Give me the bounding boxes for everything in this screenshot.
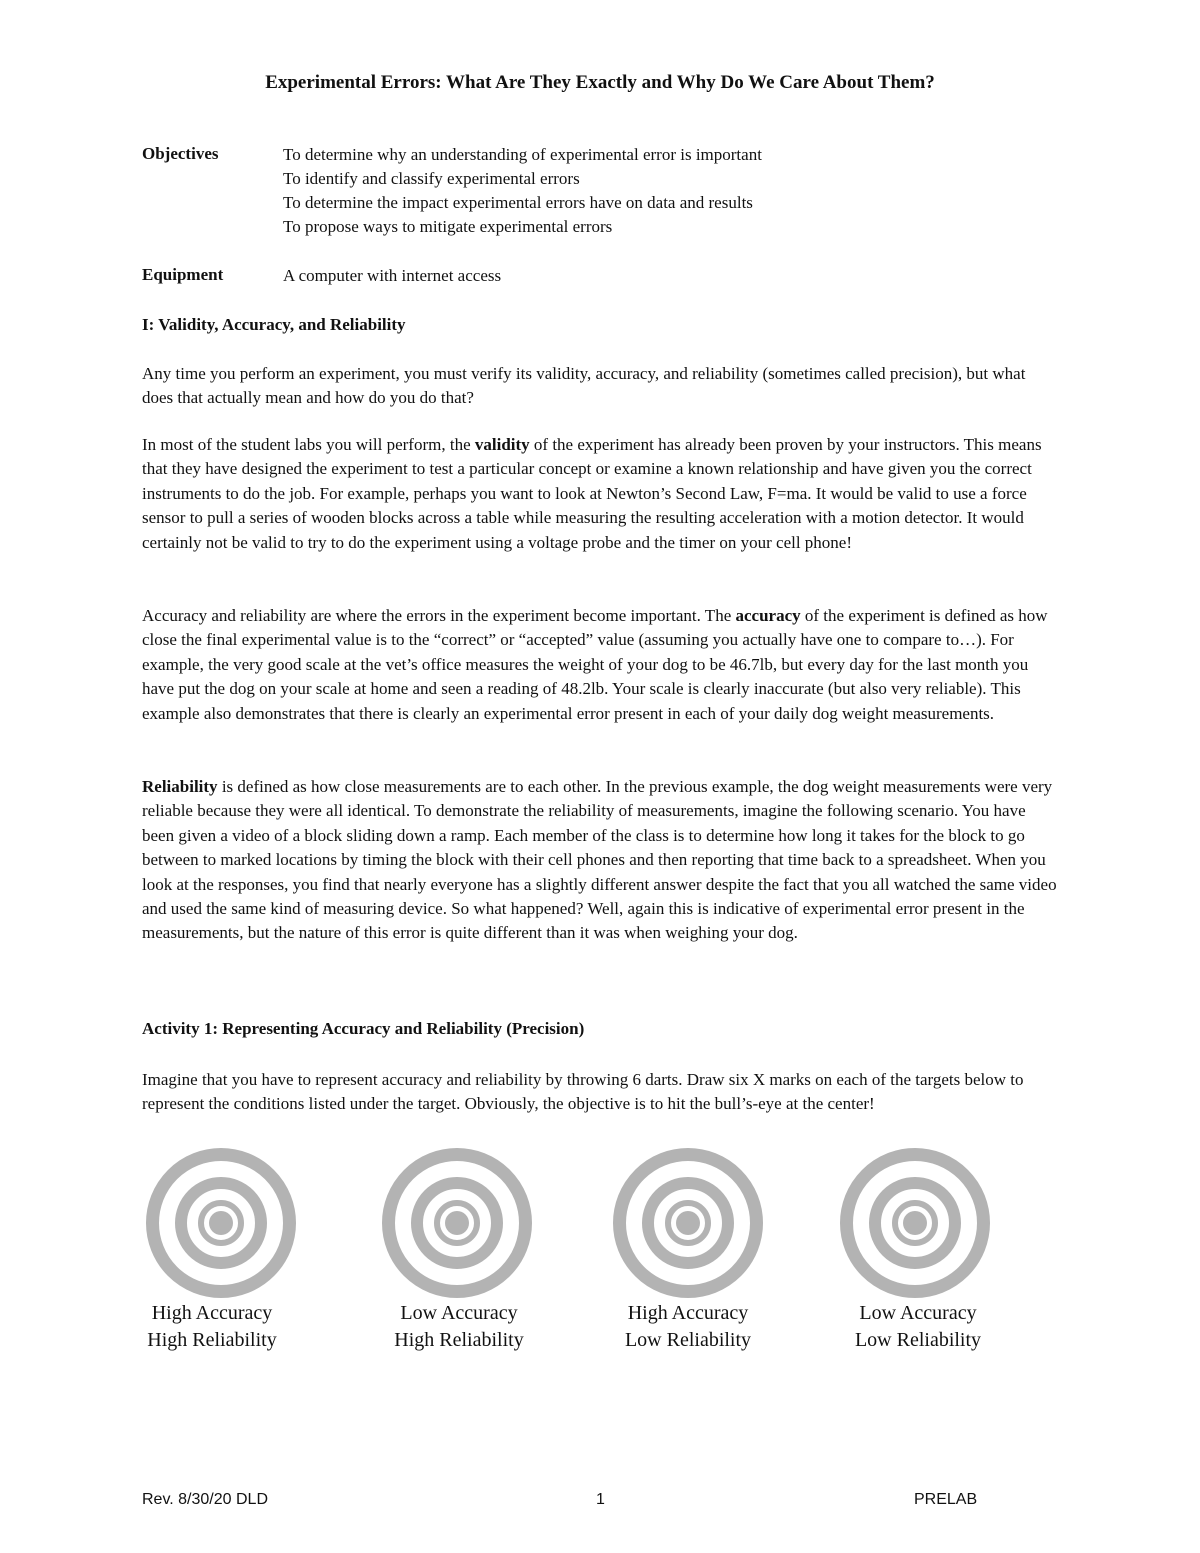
paragraph-text: of the experiment is defined as how close the final experimental value is to the “correct” or “accepted” value (assuming you actually have one to compare to…). For example, the very good scale at the vet’s office measures the weight of your dog to be 46.7lb, but every day for the last month you have put the dog on your scale at home and seen a reading of 48.2lb. Your scale is clearly inaccurate (but also very reliable). This example also demonstrates that there is clearly an experimental error present in each of your daily dog weight measurements.: [142, 606, 1048, 723]
caption-reliability: High Reliability: [147, 1329, 277, 1351]
paragraph-reliability: [142, 775, 1060, 946]
equipment-value: A computer with internet access: [283, 266, 502, 285]
target-caption: [359, 1300, 559, 1354]
footer-revision: Rev. 8/30/20 DLD: [142, 1491, 268, 1508]
caption-accuracy: High Accuracy: [151, 1302, 273, 1324]
targets-row: [0, 1148, 1200, 1298]
objective-item: To determine why an understanding of experimental error is important: [283, 145, 762, 164]
caption-accuracy: Low Accuracy: [859, 1302, 977, 1324]
page-title: Experimental Errors: What Are They Exactly and Why Do We Care About Them?: [265, 72, 935, 93]
paragraph-validity: [142, 433, 1060, 555]
paragraph-text: In most of the student labs you will perform, the: [142, 435, 475, 454]
paragraph-text: is defined as how close measurements are to each other. In the previous example, the dog weight measurements were very reliable because they were all identical. To demonstrate the reliability of measurements, imagine the following scenario. You have been given a video of a block sliding down a ramp. Each member of the class is to determine how long it takes for the block to go between to marked locations by timing the block with their cell phones and then reporting that time back to a spreadsheet. When you look at the responses, you find that nearly everyone has a slightly different answer despite the fact that you all watched the same video and used the same kind of measuring device. So what happened? Well, again this is indicative of experimental error present in the measurements, but the nature of this error is quite different than it was when weighing your dog.: [142, 777, 1057, 943]
caption-accuracy: High Accuracy: [627, 1302, 749, 1324]
section-heading-validity: I: Validity, Accuracy, and Reliability: [142, 315, 406, 334]
target-icon[interactable]: [382, 1148, 532, 1298]
target-caption: [818, 1300, 1018, 1354]
objective-item: To propose ways to mitigate experimental errors: [283, 217, 613, 236]
objectives-list: [283, 143, 762, 239]
target-caption: [112, 1300, 312, 1354]
caption-reliability: Low Reliability: [624, 1329, 752, 1351]
caption-reliability: Low Reliability: [854, 1329, 982, 1351]
paragraph-text: of the experiment has already been proven by your instructors. This means that they have designed the experiment to test a particular concept or examine a known relationship and have given you the correct instruments to do the job. For example, perhaps you want to look at Newton’s Second Law, F=ma. It would be valid to use a force sensor to pull a series of wooden blocks across a table while measuring the resulting acceleration with a motion detector. It would certainly not be valid to try to do the experiment using a voltage probe and the timer on your cell phone!: [142, 435, 1042, 552]
target-icon[interactable]: [146, 1148, 296, 1298]
target-icon[interactable]: [613, 1148, 763, 1298]
paragraph-intro-text: Any time you perform an experiment, you must verify its validity, accuracy, and reliability (sometimes called precision), but what does that actually mean and how do you do that?: [142, 364, 1026, 408]
keyword-reliability: Reliability: [142, 777, 218, 796]
footer-label: PRELAB: [914, 1491, 978, 1508]
footer-page-number: 1: [596, 1491, 605, 1508]
caption-reliability: High Reliability: [394, 1329, 524, 1351]
keyword-validity: validity: [474, 435, 530, 454]
paragraph-text: Accuracy and reliability are where the errors in the experiment become important. The: [142, 606, 736, 625]
objectives-label: Objectives: [142, 144, 219, 163]
caption-accuracy: Low Accuracy: [400, 1302, 518, 1324]
target-caption: [588, 1300, 788, 1354]
activity-instructions: [142, 1068, 1060, 1117]
keyword-accuracy: accuracy: [735, 606, 801, 625]
paragraph-intro: [142, 362, 1060, 411]
equipment-label: Equipment: [142, 265, 224, 284]
paragraph-accuracy: [142, 604, 1060, 726]
target-icon[interactable]: [840, 1148, 990, 1298]
activity-instructions-text: Imagine that you have to represent accuracy and reliability by throwing 6 darts. Draw six X marks on each of the targets below to represent the conditions listed under the target. Obviously, the objective is to hit the bull’s-eye at the center!: [142, 1070, 1024, 1114]
objective-item: To identify and classify experimental errors: [283, 169, 580, 188]
objective-item: To determine the impact experimental errors have on data and results: [283, 193, 753, 212]
activity-heading: Activity 1: Representing Accuracy and Reliability (Precision): [142, 1019, 585, 1038]
